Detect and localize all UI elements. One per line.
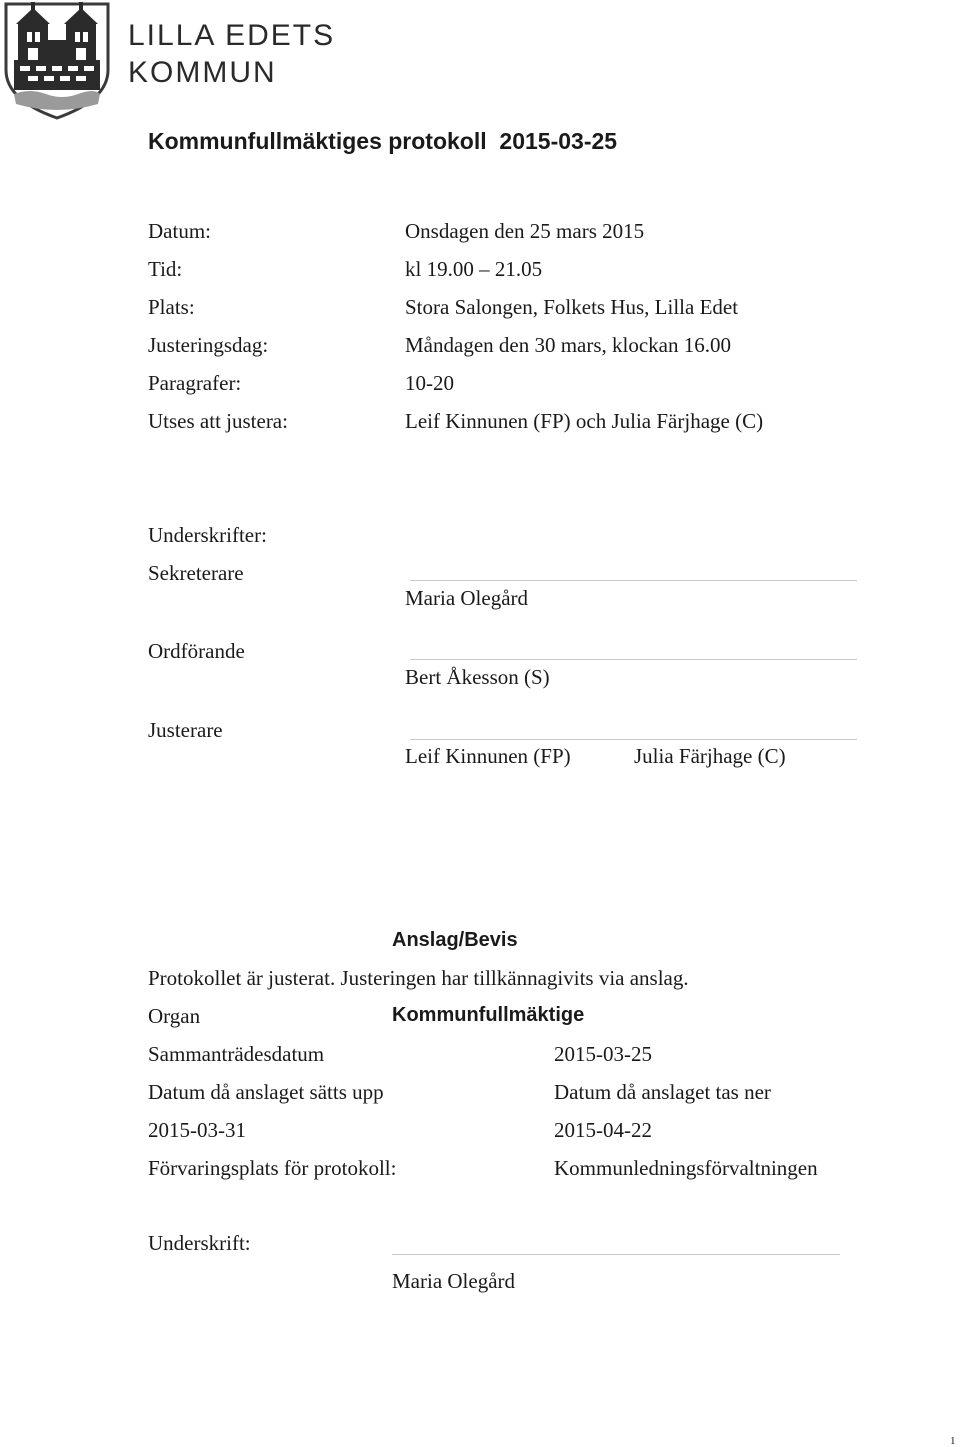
utses-value: Leif Kinnunen (FP) och Julia Färjhage (C) [405, 409, 764, 433]
forvaringsplats-label: Förvaringsplats för protokoll: [148, 1156, 397, 1180]
sekreterare-name: Maria Olegård [405, 586, 529, 610]
sammantradesdatum-label: Sammanträdesdatum [148, 1042, 325, 1066]
page-title: Kommunfullmäktiges protokoll 2015-03-25 [148, 128, 618, 154]
organ-value: Kommunfullmäktige [392, 1004, 585, 1026]
org-name-line1: LILLA EDETS [128, 19, 336, 52]
sekreterare-label: Sekreterare [148, 561, 244, 585]
justerare-name-1: Leif Kinnunen (FP) [405, 744, 571, 768]
sekreterare-signature-line [410, 580, 857, 581]
org-name-line2: KOMMUN [128, 56, 277, 89]
tid-label: Tid: [148, 257, 183, 281]
forvaringsplats-value: Kommunledningsförvaltningen [554, 1156, 818, 1180]
anslag-upp-label: Datum då anslaget sätts upp [148, 1080, 384, 1104]
utses-label: Utses att justera: [148, 409, 288, 433]
tid-value: kl 19.00 – 21.05 [405, 257, 543, 281]
plats-value: Stora Salongen, Folkets Hus, Lilla Edet [405, 295, 739, 319]
justerare-signature-line [410, 739, 857, 740]
anslag-ner-label: Datum då anslaget tas ner [554, 1080, 771, 1104]
anslag-ner-value: 2015-04-22 [554, 1118, 652, 1142]
justeringsdag-value: Måndagen den 30 mars, klockan 16.00 [405, 333, 732, 357]
datum-label: Datum: [148, 219, 211, 243]
underskrifter-heading: Underskrifter: [148, 523, 267, 547]
justerare-name-2: Julia Färjhage (C) [634, 744, 786, 768]
underskrift-signature-line [392, 1254, 840, 1255]
anslag-upp-value: 2015-03-31 [148, 1118, 246, 1142]
sammantradesdatum-value: 2015-03-25 [554, 1042, 652, 1066]
justerare-label: Justerare [148, 718, 223, 742]
ordforande-label: Ordförande [148, 639, 245, 663]
ordforande-signature-line [410, 659, 857, 660]
page-number: 1 [950, 1435, 956, 1447]
paragrafer-value: 10-20 [405, 371, 454, 395]
plats-label: Plats: [148, 295, 195, 319]
ordforande-name: Bert Åkesson (S) [405, 665, 550, 689]
underskrift-name: Maria Olegård [392, 1269, 516, 1293]
underskrift-label: Underskrift: [148, 1231, 251, 1255]
organ-label: Organ [148, 1004, 201, 1028]
anslag-heading: Anslag/Bevis [392, 929, 518, 951]
justeringsdag-label: Justeringsdag: [148, 333, 269, 357]
datum-value: Onsdagen den 25 mars 2015 [405, 219, 645, 243]
paragrafer-label: Paragrafer: [148, 371, 242, 395]
anslag-text: Protokollet är justerat. Justeringen har tillkännagivits via anslag. [148, 966, 689, 990]
